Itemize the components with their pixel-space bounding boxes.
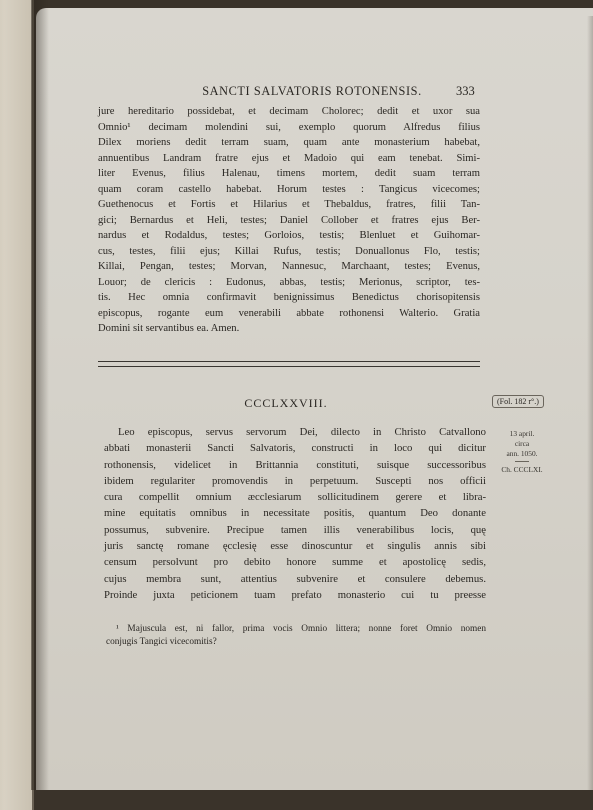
text-line: Killai, Pengan, testes; Morvan, Nannesuc, Marchaant, testes; Evenus, — [98, 261, 480, 272]
footnote-line: ¹ Majuscula est, ni fallor, prima vocis Omnio littera; nonne foret Omnio nomen — [116, 624, 486, 634]
section-divider — [98, 361, 480, 362]
footnote — [106, 623, 486, 649]
footnote-line: conjugis Tangici vicecomitis? — [106, 637, 217, 647]
page-number: 333 — [456, 84, 475, 98]
text-line: Dilex moriens dedit terram suam, quam ante monasterium habebat, — [98, 137, 480, 148]
text-line: annuentibus Landram fratre ejus et Madoio qui eam tenebat. Simi- — [98, 152, 480, 164]
text-line: rothonensis, videlicet in Brittannia constituti, suisque successoribus — [104, 458, 486, 471]
text-line: nardus et Rodaldus, testes; Gorloios, testis; Blenluet et Guihomar- — [98, 230, 480, 241]
previous-charter-text — [98, 104, 480, 337]
page-edge-shading — [587, 16, 593, 798]
text-line: jure hereditario possidebat, et decimam Cholorec; dedit et uxor sua — [98, 106, 480, 117]
book-spine-shadow — [31, 0, 49, 790]
margin-separator — [515, 461, 529, 462]
text-line: Guethenocus et Fortis et Hilarius et Thebaldus, fratres, filii Tan- — [98, 199, 480, 210]
text-line: episcopus, rogante eum venerabili abbate rothonensi Walterio. Gratia — [98, 307, 480, 319]
charter-text — [104, 424, 486, 603]
text-line: Omnio¹ decimam molendini sui, exemplo quorum Alfredus filius — [98, 121, 480, 133]
text-line: abbati monasterii Sancti Salvatoris, constructi in loco qui dicitur — [104, 442, 486, 455]
text-line: Proinde juxta peticionem tuam prefato monasterio cui tu preesse — [104, 588, 486, 601]
margin-date: 13 april. — [509, 429, 535, 438]
adjacent-left-page — [0, 0, 34, 810]
margin-date: ann. 1050. — [506, 449, 538, 458]
text-line: cujus membra sunt, attentius subvenire et consulere debemus. — [104, 572, 486, 585]
text-line: liter Evenus, filius Halenau, timens mortem, dedit suam terram — [98, 168, 480, 179]
margin-date: circa — [514, 439, 530, 448]
text-line: gici; Bernardus et Heli, testes; Daniel Collober et fratres ejus Ber- — [98, 214, 480, 226]
text-line: cus, testes, filii ejus; Killai Rufus, testis; Donuallonus Flo, testis; — [98, 245, 480, 257]
section-divider — [98, 366, 480, 367]
folio-reference: (Fol. 182 r°.) — [492, 395, 544, 408]
text-line: Louor; de clericis : Eudonus, abbas, testis; Merionus, scriptor, tes- — [98, 276, 480, 288]
text-line: Leo episcopus, servus servorum Dei, dilecto in Christo Catvallono — [118, 426, 486, 438]
text-line: cura compellit omnium æcclesiarum sollicitudinem gerere et libra- — [104, 491, 486, 504]
margin-reference: Ch. CCCLXI. — [501, 465, 543, 474]
text-line: possumus, subvenire. Precipue tamen illis venerabilibus locis, quę — [104, 523, 486, 536]
text-line: Domini sit servantibus ea. Amen. — [98, 323, 240, 334]
text-line: juris sanctę romane ęcclesię esse dinoscuntur et singulis annis sibi — [104, 540, 486, 553]
text-line: quam coram castello habebat. Horum testes : Tangicus vicecomes; — [98, 183, 480, 195]
text-line: censum persolvunt pro debito honore summe et apostolicę sedis, — [104, 556, 486, 569]
text-line: tis. Hec omnia confirmavit benignissimus Benedictus chorisopitensis — [98, 292, 480, 303]
running-title: SANCTI SALVATORIS ROTONENSIS. — [202, 84, 422, 98]
margin-notes — [492, 429, 552, 475]
text-line: ibidem regulariter promovendis in perpetuum. Suscepti nos officii — [104, 474, 486, 487]
book-page — [36, 8, 593, 790]
text-line: mine equitatis omnibus in necessitate positis, quantum Deo donante — [104, 507, 486, 520]
charter-number: CCCLXXVIII. — [244, 396, 328, 410]
